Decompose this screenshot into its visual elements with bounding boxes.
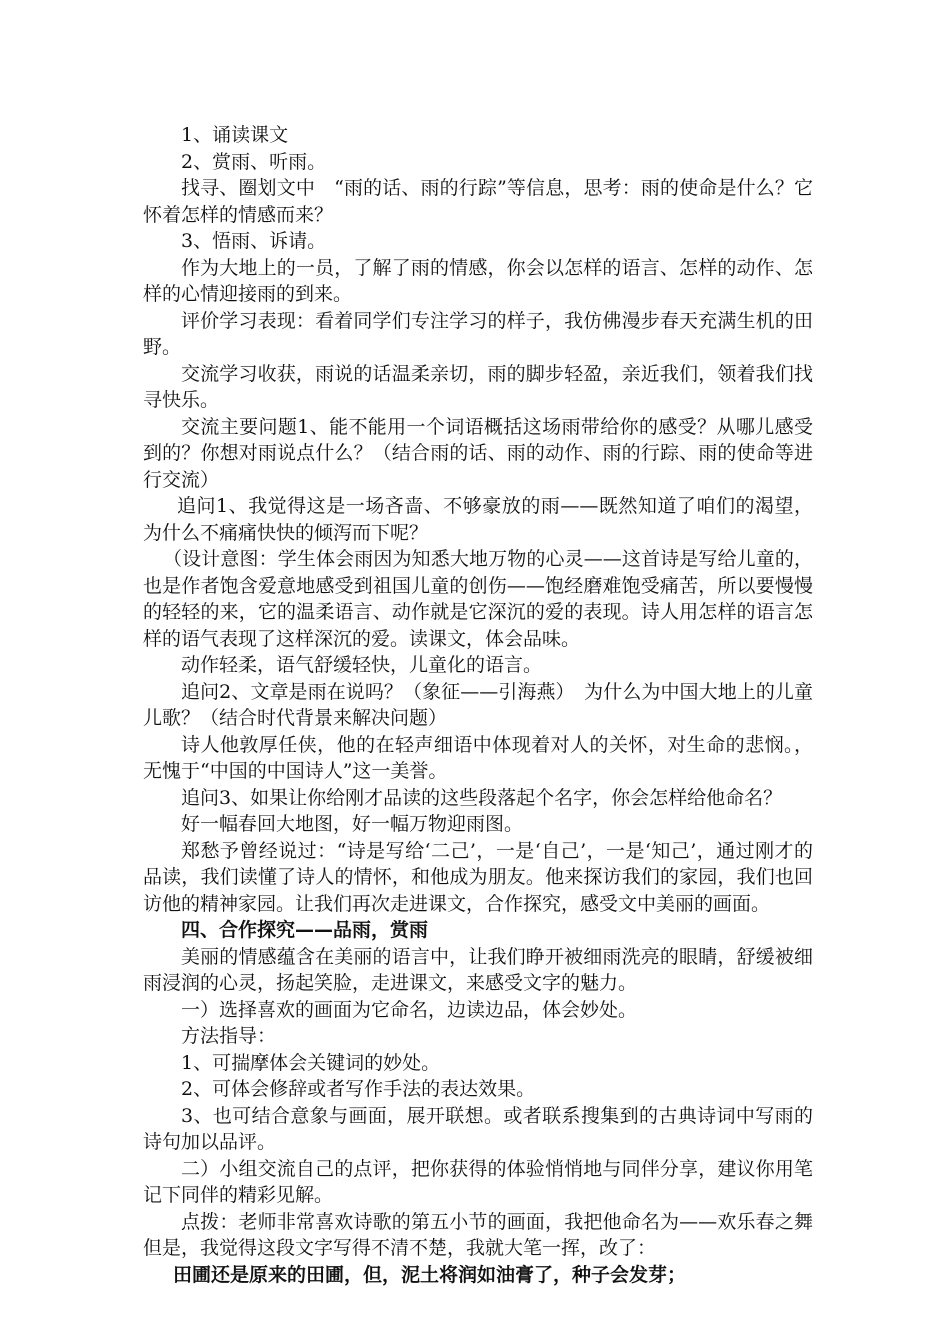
document-body	[143, 122, 813, 1288]
method-2: 2、可体会修辞或者写作手法的表达效果。	[181, 1078, 536, 1100]
method-3: 3、也可结合意象与画面，展开联想。或者联系搜集到的古典诗词中写雨的诗句加以品评。	[143, 1104, 813, 1153]
evaluate-performance: 评价学习表现：看着同学们专注学习的样子，我仿佛漫步春天充满生机的田野。	[143, 309, 813, 358]
share-gains: 交流学习收获，雨说的话温柔亲切，雨的脚步轻盈，亲近我们，领着我们找寻快乐。	[143, 362, 813, 411]
beautiful-language: 美丽的情感蕴含在美丽的语言中，让我们睁开被细雨洗亮的眼睛，舒缓被细雨浸润的心灵，扬起笑脸，走进课文，来感受文字的魅力。	[143, 945, 813, 994]
teacher-tip: 点拨：老师非常喜欢诗歌的第五小节的画面，我把他命名为——欢乐春之舞但是，我觉得这段文字写得不清不楚，我就大笔一挥，改了：	[143, 1210, 813, 1259]
design-intent: （设计意图：学生体会雨因为知悉大地万物的心灵——这首诗是写给儿童的，也是作者饱含爱意地感受到祖国儿童的创伤——饱经磨难饱受痛苦，所以要慢慢的轻轻的来，它的温柔语言、动作就是它深沉的爱的表现。诗人用怎样的语言怎样的语气表现了这样深沉的爱。读课文，体会品味。	[143, 548, 813, 650]
step-appreciate-rain: 2、赏雨、听雨。	[181, 150, 327, 173]
zheng-chouyu-quote: 郑愁予曾经说过：“诗是写给‘二己’，一是‘自己’，一是‘知己’，通过刚才的品读，我们读懂了诗人的情怀，和他成为朋友。他来探访我们的家园，我们也回访他的精神家园。让我们再次走进课文，合作探究，感受文中美丽的画面。	[143, 839, 813, 915]
main-question-1: 交流主要问题1、能不能用一个词语概括这场雨带给你的感受？从哪儿感受到的？你想对雨说点什么？（结合雨的话、雨的动作、雨的行踪、雨的使命等进行交流）	[143, 415, 813, 491]
follow-up-2: 追问2、文章是雨在说吗？（象征——引海燕） 为什么为中国大地上的儿童儿歌？（结合时代背景来解决问题）	[143, 680, 813, 729]
follow-up-1: 追问1、我觉得这是一场吝啬、不够豪放的雨——既然知道了咱们的渴望，为什么不痛痛快快的倾泻而下呢？	[143, 495, 813, 544]
revised-poem-line: 田圃还是原来的田圃，但，泥土将润如油膏了，种子会发芽；	[173, 1263, 687, 1286]
method-1: 1、可揣摩体会关键词的妙处。	[181, 1051, 441, 1074]
task-find-rain-info: 找寻、圈划文中 “雨的话、雨的行踪”等信息，思考：雨的使命是什么？它怀着怎样的情感而来？	[143, 177, 813, 226]
task-group-share: 二）小组交流自己的点评，把你获得的体验悄悄地与同伴分享，建议你用笔记下同伴的精彩见解。	[143, 1157, 813, 1206]
task-welcome-rain: 作为大地上的一员，了解了雨的情感，你会以怎样的语言、怎样的动作、怎样的心情迎接雨的到来。	[143, 256, 813, 305]
section-heading-cooperate: 四、合作探究——品雨，赏雨	[181, 919, 429, 941]
follow-up-3: 追问3、如果让你给刚才品读的这些段落起个名字，你会怎样给他命名？	[181, 786, 783, 809]
task-name-picture: 一）选择喜欢的画面为它命名，边读边品，体会妙处。	[181, 998, 638, 1021]
step-understand-rain: 3、悟雨、诉请。	[181, 230, 327, 252]
method-guide-label: 方法指导：	[181, 1025, 277, 1047]
action-gentle: 动作轻柔，语气舒缓轻快，儿童化的语言。	[181, 654, 543, 676]
poet-description: 诗人他敦厚任侠，他的在轻声细语中体现着对人的关怀，对生命的悲悯。，无愧于“中国的中国诗人”这一美誉。	[143, 733, 813, 782]
picture-names: 好一幅春回大地图，好一幅万物迎雨图。	[181, 813, 524, 835]
step-recite: 1、诵读课文	[181, 124, 289, 146]
